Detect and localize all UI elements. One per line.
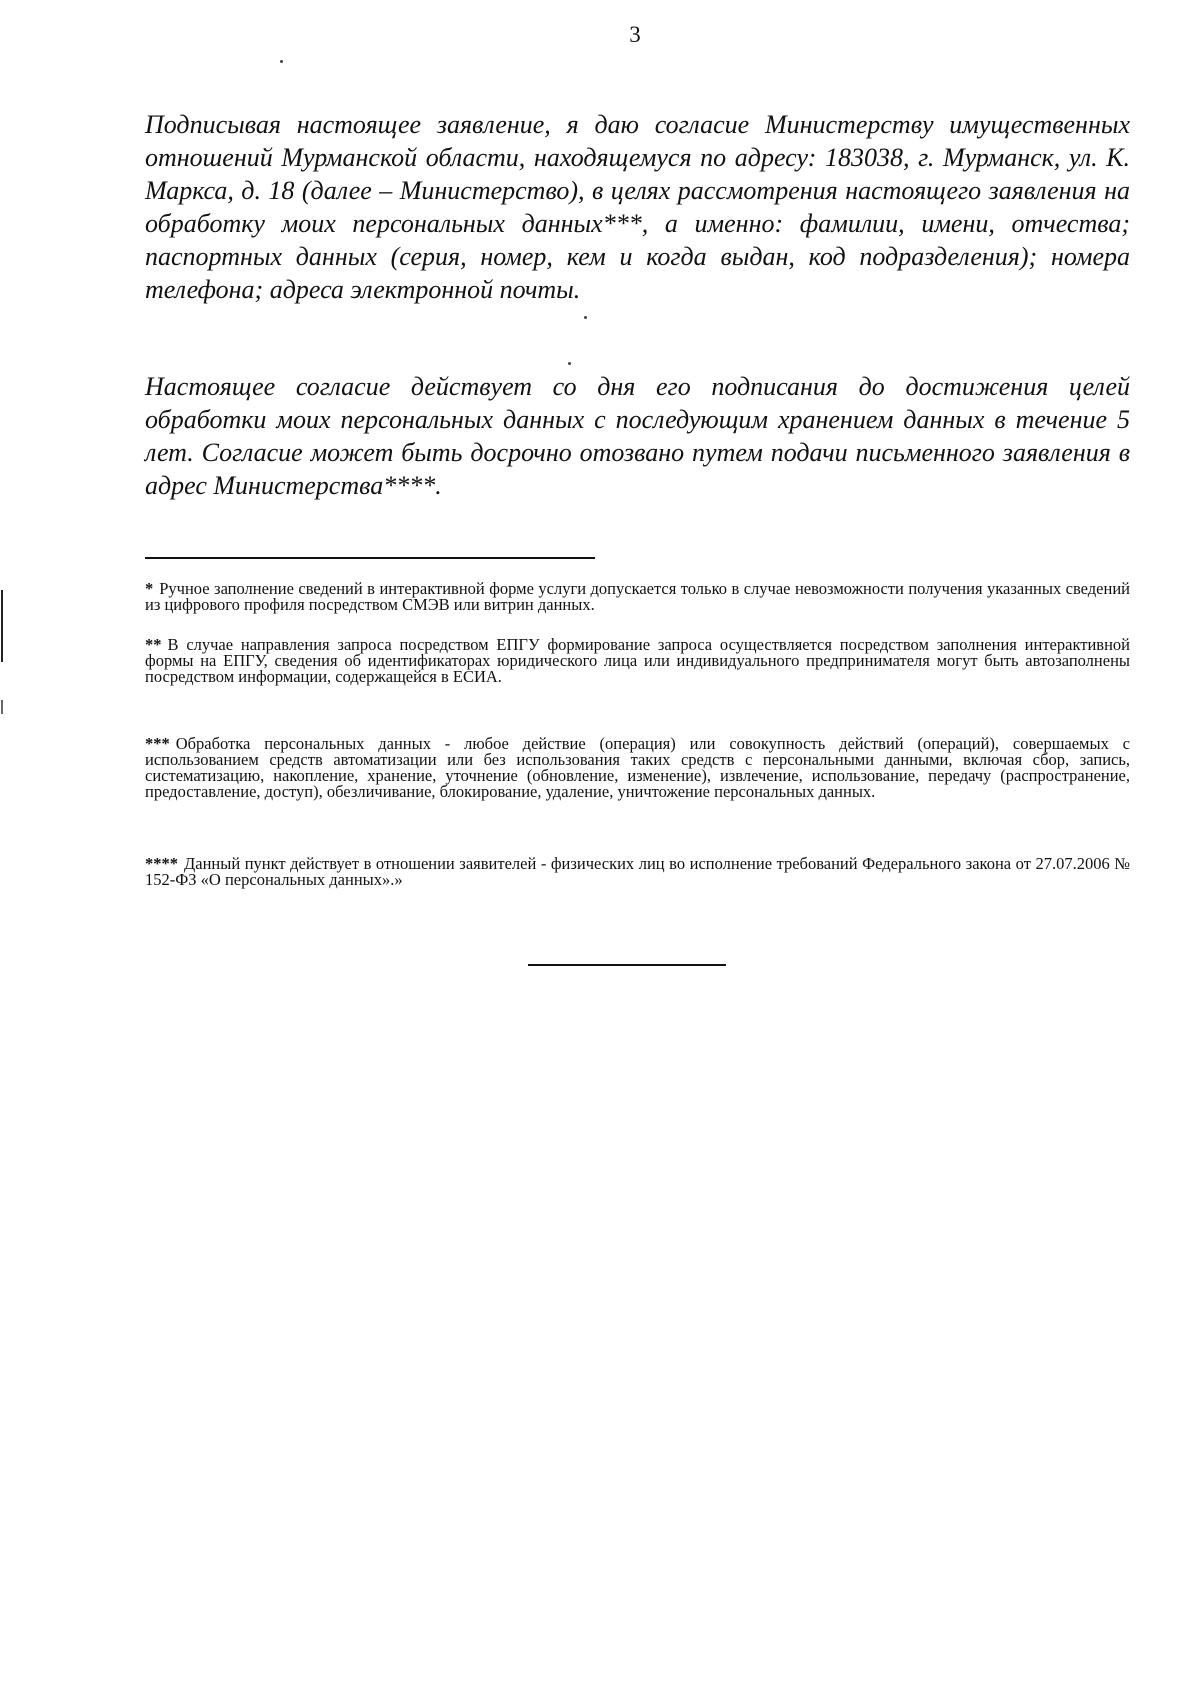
footnote-4-text: Данный пункт действует в отношении заявителей - физических лиц во исполнение требований Федерального закона от 27.07.2006 № 152-ФЗ «О персональных данных».» [145, 854, 1130, 889]
footnote-3-text: Обработка персональных данных - любое действие (операция) или совокупность действий (операций), совершаемых с использованием средств автоматизации или без использования таких средств с персональными данными, включая сбор, запись, систематизацию, накопление, хранение, уточнение (обновление, изменение), извлечение, использование, передачу (распространение, предоставление, доступ), обезличивание, блокирование, удаление, уничтожение персональных данных. [145, 734, 1130, 801]
footnote-1-marker: * [145, 579, 154, 598]
footnote-4-marker: **** [145, 854, 178, 873]
footnote-2-marker: ** [145, 635, 162, 654]
footnote-1 [145, 581, 1130, 613]
scan-speck [280, 60, 283, 63]
consent-paragraph-2: Настоящее согласие действует со дня его подписания до достижения целей обработки моих персональных данных с последующим хранением данных в течение 5 лет. Согласие может быть досрочно отозвано путем подачи письменного заявления в адрес Министерства****. [145, 372, 1130, 500]
page-number: 3 [629, 22, 641, 47]
footnote-3-marker: *** [145, 734, 170, 753]
consent-paragraph-1: Подписывая настоящее заявление, я даю согласие Министерству имущественных отношений Мурманской области, находящемуся по адресу: 183038, г. Мурманск, ул. К. Маркса, д. 18 (далее – Министерство), в целях рассмотрения настоящего заявления на обработку моих персональных данных***, а именно: фамилии, имени, отчества; паспортных данных (серия, номер, кем и когда выдан, код подразделения); номера телефона; адреса электронной почты. [145, 110, 1130, 304]
scan-speck [584, 316, 587, 319]
footnote-3 [145, 736, 1130, 800]
scan-speck [568, 362, 571, 365]
footnote-separator [145, 557, 595, 559]
footnote-2-text: В случае направления запроса посредством ЕПГУ формирование запроса осуществляется посредством заполнения интерактивной формы на ЕПГУ, сведения об идентификаторах юридического лица или индивидуального предпринимателя могут быть автозаполнены посредством информации, содержащейся в ЕСИА. [145, 635, 1130, 686]
footnote-1-text: Ручное заполнение сведений в интерактивной форме услуги допускается только в случае невозможности получения указанных сведений из цифрового профиля посредством СМЭВ или витрин данных. [145, 579, 1130, 614]
scan-edge-mark [1, 700, 3, 714]
footnote-4 [145, 856, 1130, 888]
footnote-2 [145, 637, 1130, 685]
end-of-document-rule [528, 964, 726, 966]
scan-edge-mark [1, 590, 3, 662]
